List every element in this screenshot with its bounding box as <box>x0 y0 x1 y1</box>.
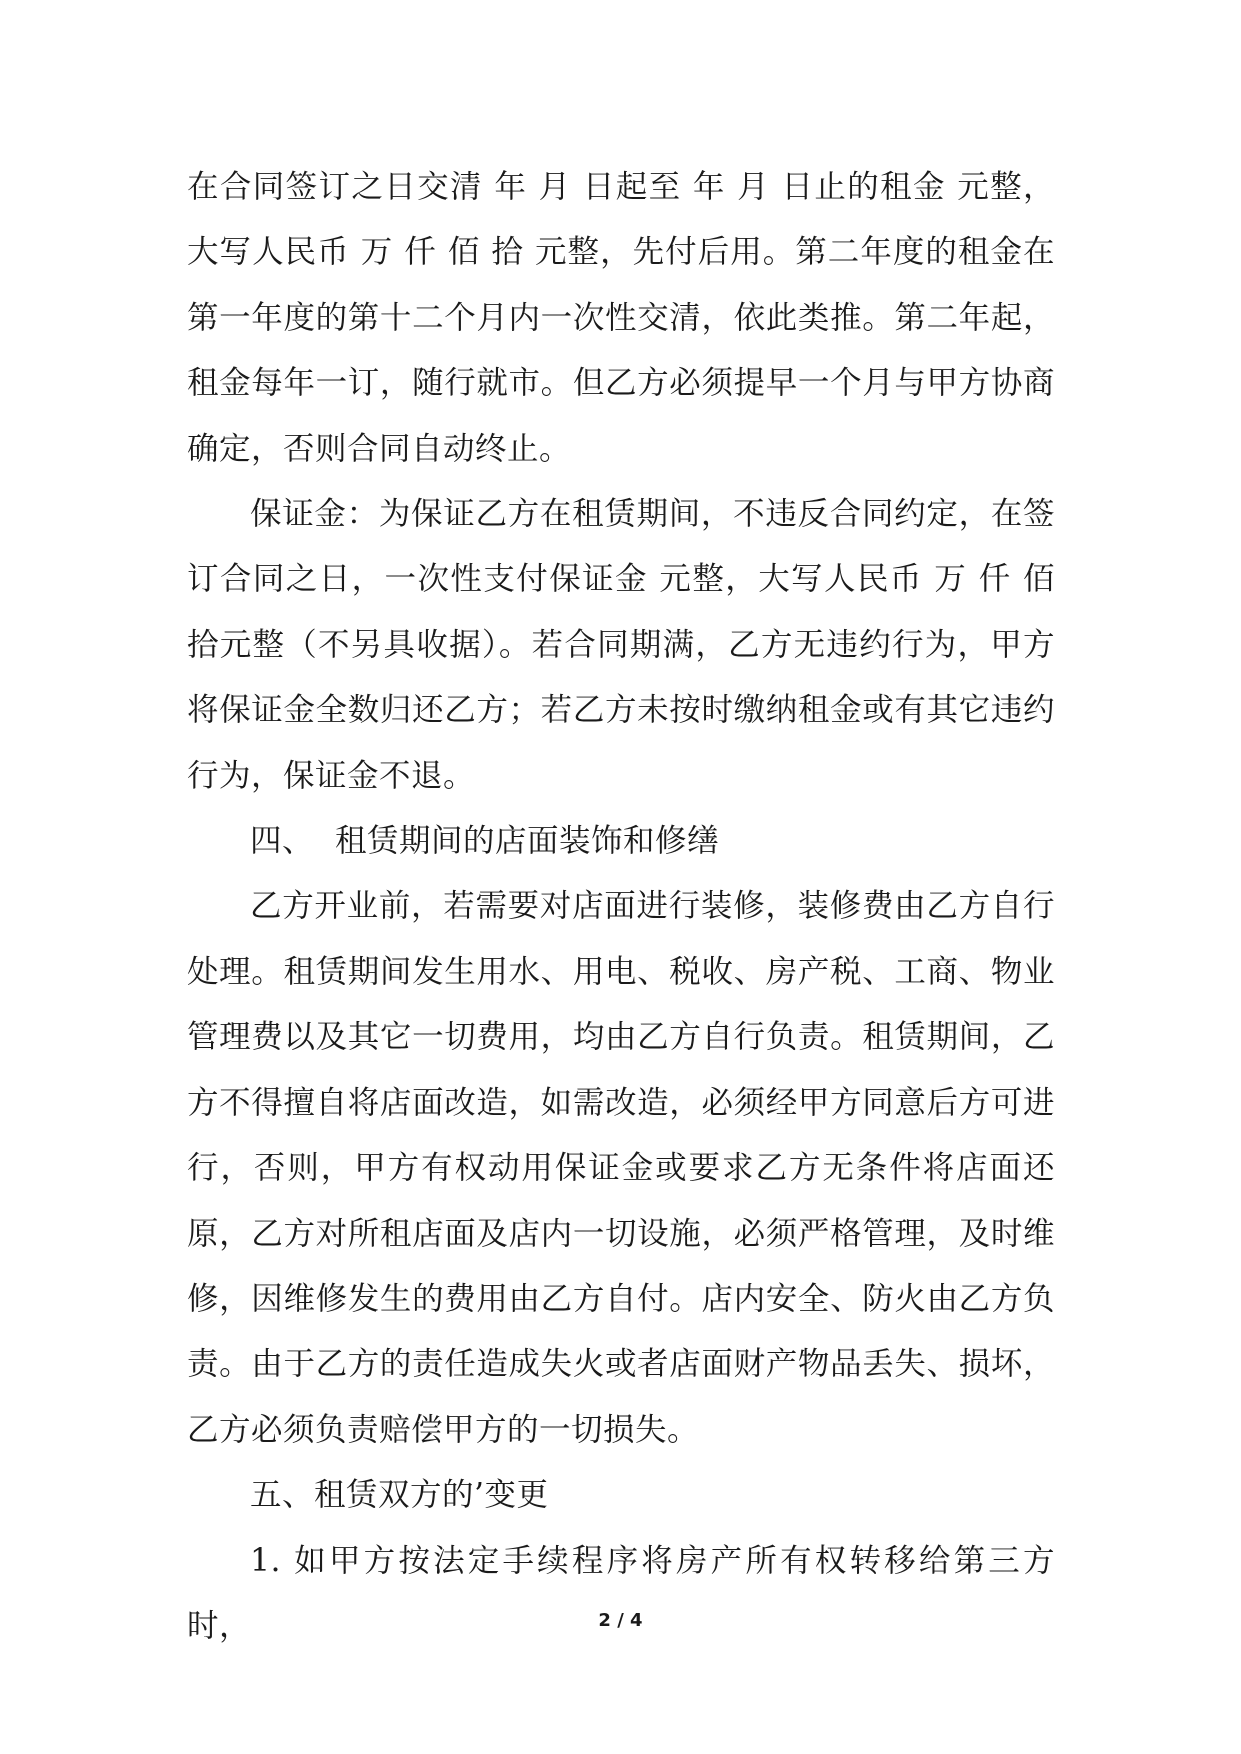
paragraph-rent-payment: 在合同签订之日交清 年 月 日起至 年 月 日止的租金 元整，大写人民币 万 仟 佰 拾 元整，先付后用。第二年度的租金在第一年度的第十二个月内一次性交清，依此类推。第二年起，租金每年一订，随行就市。但乙方必须提早一个月与甲方协商确定，否则合同自动终止。 <box>187 169 1055 467</box>
paragraph-deposit: 保证金：为保证乙方在租赁期间，不违反合同约定，在签订合同之日，一次性支付保证金 元整，大写人民币 万 仟 佰 拾元整（不另具收据）。若合同期满，乙方无违约行为，甲方将保证金全数归还乙方；若乙方未按时缴纳租金或有其它违约行为，保证金不退。 <box>187 496 1066 794</box>
section-heading-decoration: 四、 租赁期间的店面装饰和修缮 <box>250 823 720 860</box>
paragraph-change-item-1: 1. 如甲方按法定手续程序将房产所有权转移给第三方时， <box>187 1542 1055 1644</box>
document-body <box>187 155 1066 1659</box>
paragraph-decoration-repair: 乙方开业前，若需要对店面进行装修，装修费由乙方自行处理。租赁期间发生用水、用电、税收、房产税、工商、物业管理费以及其它一切费用，均由乙方自行负责。租赁期间，乙方不得擅自将店面改造，如需改造，必须经甲方同意后方可进行，否则，甲方有权动用保证金或要求乙方无条件将店面还原，乙方对所租店面及店内一切设施，必须严格管理，及时维修，因维修发生的费用由乙方自付。店内安全、防火由乙方负责。由于乙方的责任造成失火或者店面财产物品丢失、损坏，乙方必须负责赔偿甲方的一切损失。 <box>187 888 1055 1448</box>
page-number: 2 / 4 <box>598 1610 643 1631</box>
section-heading-changes: 五、租赁双方的’变更 <box>250 1477 549 1514</box>
